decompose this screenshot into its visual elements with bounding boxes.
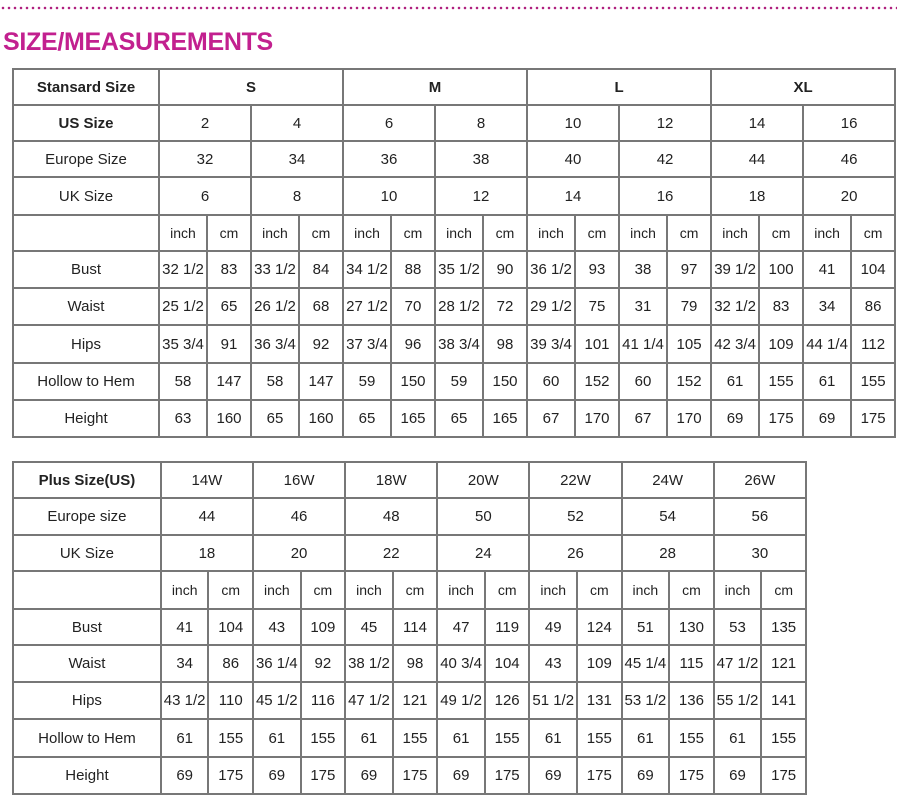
measurement-cell: 92 bbox=[299, 325, 343, 363]
standard-size-table bbox=[12, 68, 896, 438]
measurement-cell: 49 1/2 bbox=[437, 682, 485, 719]
table-row bbox=[13, 609, 806, 645]
measurement-cell: 92 bbox=[301, 645, 346, 682]
unit-header: cm bbox=[669, 571, 714, 609]
measurement-cell: 67 bbox=[619, 400, 667, 437]
size-cell: 44 bbox=[161, 498, 253, 535]
unit-header: inch bbox=[159, 215, 207, 251]
measurement-cell: 69 bbox=[161, 757, 209, 794]
measurement-cell: 61 bbox=[161, 719, 209, 757]
table-row bbox=[13, 400, 895, 437]
measurement-cell: 109 bbox=[759, 325, 803, 363]
measurement-cell: 155 bbox=[761, 719, 806, 757]
size-group-header: XL bbox=[711, 69, 895, 105]
measurement-cell: 114 bbox=[393, 609, 438, 645]
measurement-cell: 116 bbox=[301, 682, 346, 719]
size-group-header: L bbox=[527, 69, 711, 105]
measurement-cell: 65 bbox=[435, 400, 483, 437]
top-dotted-border bbox=[0, 6, 897, 10]
measurement-cell: 175 bbox=[851, 400, 895, 437]
measurement-cell: 91 bbox=[207, 325, 251, 363]
measurement-cell: 141 bbox=[761, 682, 806, 719]
measurement-cell: 160 bbox=[299, 400, 343, 437]
size-cell: 26 bbox=[529, 535, 621, 571]
measurement-cell: 35 3/4 bbox=[159, 325, 207, 363]
measurement-cell: 61 bbox=[803, 363, 851, 400]
measurement-cell: 69 bbox=[711, 400, 759, 437]
size-cell: 8 bbox=[435, 105, 527, 141]
measurement-cell: 170 bbox=[575, 400, 619, 437]
plus-size-header: 22W bbox=[529, 462, 621, 498]
measurement-cell: 26 1/2 bbox=[251, 288, 299, 325]
measurement-cell: 36 1/4 bbox=[253, 645, 301, 682]
measurement-cell: 165 bbox=[391, 400, 435, 437]
measurement-cell: 100 bbox=[759, 251, 803, 288]
measurement-cell: 35 1/2 bbox=[435, 251, 483, 288]
row-label: UK Size bbox=[13, 535, 161, 571]
measurement-cell: 61 bbox=[437, 719, 485, 757]
plus-size-header: 14W bbox=[161, 462, 253, 498]
measurement-cell: 27 1/2 bbox=[343, 288, 391, 325]
measurement-cell: 51 1/2 bbox=[529, 682, 577, 719]
size-cell: 20 bbox=[803, 177, 895, 215]
measurement-cell: 126 bbox=[485, 682, 530, 719]
measurement-cell: 28 1/2 bbox=[435, 288, 483, 325]
size-cell: 16 bbox=[803, 105, 895, 141]
measurement-cell: 69 bbox=[529, 757, 577, 794]
plus-size-header: 20W bbox=[437, 462, 529, 498]
measurement-cell: 29 1/2 bbox=[527, 288, 575, 325]
measurement-cell: 104 bbox=[485, 645, 530, 682]
measurement-cell: 175 bbox=[577, 757, 622, 794]
size-cell: 8 bbox=[251, 177, 343, 215]
measurement-cell: 69 bbox=[253, 757, 301, 794]
table-row bbox=[13, 105, 895, 141]
size-cell: 2 bbox=[159, 105, 251, 141]
header-label: Plus Size(US) bbox=[13, 462, 161, 498]
measurement-cell: 72 bbox=[483, 288, 527, 325]
measurement-cell: 155 bbox=[759, 363, 803, 400]
size-cell: 36 bbox=[343, 141, 435, 177]
measurement-cell: 150 bbox=[391, 363, 435, 400]
size-cell: 46 bbox=[803, 141, 895, 177]
measurement-cell: 37 3/4 bbox=[343, 325, 391, 363]
measurement-cell: 36 1/2 bbox=[527, 251, 575, 288]
measurement-cell: 96 bbox=[391, 325, 435, 363]
unit-header: inch bbox=[803, 215, 851, 251]
measurement-cell: 47 1/2 bbox=[714, 645, 762, 682]
unit-header: inch bbox=[161, 571, 209, 609]
measurement-cell: 65 bbox=[251, 400, 299, 437]
page-title: SIZE/MEASUREMENTS bbox=[3, 28, 273, 56]
measurement-cell: 41 1/4 bbox=[619, 325, 667, 363]
measurement-cell: 160 bbox=[207, 400, 251, 437]
size-cell: 34 bbox=[251, 141, 343, 177]
measurement-cell: 34 bbox=[803, 288, 851, 325]
measurement-cell: 97 bbox=[667, 251, 711, 288]
measurement-cell: 124 bbox=[577, 609, 622, 645]
measurement-cell: 98 bbox=[483, 325, 527, 363]
measurement-cell: 40 3/4 bbox=[437, 645, 485, 682]
measurement-cell: 135 bbox=[761, 609, 806, 645]
unit-header: inch bbox=[622, 571, 670, 609]
measurement-cell: 165 bbox=[483, 400, 527, 437]
size-cell: 10 bbox=[343, 177, 435, 215]
table-row bbox=[13, 288, 895, 325]
row-label: US Size bbox=[13, 105, 159, 141]
header-label: Stansard Size bbox=[13, 69, 159, 105]
measurement-cell: 110 bbox=[208, 682, 253, 719]
measurement-cell: 147 bbox=[207, 363, 251, 400]
measurement-cell: 109 bbox=[301, 609, 346, 645]
measurement-cell: 53 1/2 bbox=[622, 682, 670, 719]
measurement-cell: 175 bbox=[301, 757, 346, 794]
measurement-cell: 104 bbox=[851, 251, 895, 288]
measurement-cell: 25 1/2 bbox=[159, 288, 207, 325]
size-cell: 32 bbox=[159, 141, 251, 177]
table-row bbox=[13, 325, 895, 363]
measurement-cell: 61 bbox=[622, 719, 670, 757]
size-cell: 46 bbox=[253, 498, 345, 535]
measurement-cell: 42 3/4 bbox=[711, 325, 759, 363]
unit-header: cm bbox=[391, 215, 435, 251]
size-cell: 22 bbox=[345, 535, 437, 571]
size-cell: 12 bbox=[435, 177, 527, 215]
measurement-cell: 38 bbox=[619, 251, 667, 288]
row-label: Europe size bbox=[13, 498, 161, 535]
measurement-cell: 155 bbox=[208, 719, 253, 757]
size-cell: 14 bbox=[527, 177, 619, 215]
measurement-cell: 175 bbox=[669, 757, 714, 794]
size-cell: 12 bbox=[619, 105, 711, 141]
size-cell: 52 bbox=[529, 498, 621, 535]
measurement-cell: 90 bbox=[483, 251, 527, 288]
measurement-cell: 44 1/4 bbox=[803, 325, 851, 363]
measurement-cell: 51 bbox=[622, 609, 670, 645]
size-cell: 28 bbox=[622, 535, 714, 571]
measurement-cell: 136 bbox=[669, 682, 714, 719]
measurement-cell: 155 bbox=[485, 719, 530, 757]
measurement-cell: 36 3/4 bbox=[251, 325, 299, 363]
measurement-cell: 43 1/2 bbox=[161, 682, 209, 719]
measurement-cell: 53 bbox=[714, 609, 762, 645]
unit-header: inch bbox=[527, 215, 575, 251]
unit-header: inch bbox=[251, 215, 299, 251]
size-cell: 4 bbox=[251, 105, 343, 141]
unit-header: inch bbox=[435, 215, 483, 251]
measurement-cell: 61 bbox=[711, 363, 759, 400]
measurement-cell: 79 bbox=[667, 288, 711, 325]
table-row bbox=[13, 535, 806, 571]
size-cell: 10 bbox=[527, 105, 619, 141]
measurement-cell: 69 bbox=[803, 400, 851, 437]
size-cell: 20 bbox=[253, 535, 345, 571]
measurement-cell: 32 1/2 bbox=[159, 251, 207, 288]
measurement-label: Hips bbox=[13, 325, 159, 363]
size-cell: 48 bbox=[345, 498, 437, 535]
measurement-cell: 38 3/4 bbox=[435, 325, 483, 363]
measurement-cell: 47 1/2 bbox=[345, 682, 393, 719]
plus-size-header: 18W bbox=[345, 462, 437, 498]
unit-header: cm bbox=[207, 215, 251, 251]
size-cell: 44 bbox=[711, 141, 803, 177]
table-row bbox=[13, 682, 806, 719]
table-row bbox=[13, 645, 806, 682]
unit-header: cm bbox=[393, 571, 438, 609]
measurement-cell: 59 bbox=[343, 363, 391, 400]
unit-header: cm bbox=[759, 215, 803, 251]
row-label: UK Size bbox=[13, 177, 159, 215]
measurement-cell: 45 bbox=[345, 609, 393, 645]
table-row bbox=[13, 177, 895, 215]
measurement-label: Bust bbox=[13, 251, 159, 288]
measurement-cell: 152 bbox=[667, 363, 711, 400]
measurement-cell: 58 bbox=[159, 363, 207, 400]
plus-size-header: 16W bbox=[253, 462, 345, 498]
measurement-label: Waist bbox=[13, 288, 159, 325]
table-row bbox=[13, 69, 895, 105]
table-row bbox=[13, 571, 806, 609]
unit-header: cm bbox=[761, 571, 806, 609]
measurement-cell: 121 bbox=[761, 645, 806, 682]
measurement-cell: 70 bbox=[391, 288, 435, 325]
unit-header: inch bbox=[619, 215, 667, 251]
measurement-cell: 131 bbox=[577, 682, 622, 719]
measurement-cell: 39 3/4 bbox=[527, 325, 575, 363]
measurement-label: Hollow to Hem bbox=[13, 363, 159, 400]
measurement-cell: 86 bbox=[851, 288, 895, 325]
measurement-cell: 63 bbox=[159, 400, 207, 437]
measurement-cell: 39 1/2 bbox=[711, 251, 759, 288]
measurement-cell: 65 bbox=[343, 400, 391, 437]
measurement-cell: 152 bbox=[575, 363, 619, 400]
size-group-header: M bbox=[343, 69, 527, 105]
table-row bbox=[13, 719, 806, 757]
measurement-cell: 59 bbox=[435, 363, 483, 400]
unit-header: inch bbox=[253, 571, 301, 609]
measurement-cell: 32 1/2 bbox=[711, 288, 759, 325]
measurement-cell: 41 bbox=[161, 609, 209, 645]
measurement-cell: 33 1/2 bbox=[251, 251, 299, 288]
measurement-cell: 88 bbox=[391, 251, 435, 288]
measurement-label: Height bbox=[13, 757, 161, 794]
table-row bbox=[13, 757, 806, 794]
size-cell: 38 bbox=[435, 141, 527, 177]
measurement-cell: 41 bbox=[803, 251, 851, 288]
measurement-cell: 98 bbox=[393, 645, 438, 682]
measurement-cell: 155 bbox=[393, 719, 438, 757]
size-cell: 16 bbox=[619, 177, 711, 215]
unit-header: inch bbox=[437, 571, 485, 609]
table-row bbox=[13, 215, 895, 251]
measurement-cell: 175 bbox=[208, 757, 253, 794]
measurement-cell: 61 bbox=[253, 719, 301, 757]
measurement-label: Height bbox=[13, 400, 159, 437]
size-cell: 42 bbox=[619, 141, 711, 177]
unit-header: cm bbox=[301, 571, 346, 609]
measurement-cell: 65 bbox=[207, 288, 251, 325]
measurement-cell: 34 bbox=[161, 645, 209, 682]
measurement-cell: 155 bbox=[851, 363, 895, 400]
measurement-cell: 49 bbox=[529, 609, 577, 645]
measurement-cell: 47 bbox=[437, 609, 485, 645]
measurement-cell: 38 1/2 bbox=[345, 645, 393, 682]
measurement-cell: 60 bbox=[527, 363, 575, 400]
measurement-cell: 175 bbox=[761, 757, 806, 794]
measurement-cell: 61 bbox=[714, 719, 762, 757]
plus-size-table bbox=[12, 461, 807, 795]
row-label: Europe Size bbox=[13, 141, 159, 177]
measurement-cell: 93 bbox=[575, 251, 619, 288]
unit-header: cm bbox=[483, 215, 527, 251]
measurement-cell: 61 bbox=[345, 719, 393, 757]
measurement-cell: 105 bbox=[667, 325, 711, 363]
table-row bbox=[13, 462, 806, 498]
table-row bbox=[13, 498, 806, 535]
table-row bbox=[13, 363, 895, 400]
measurement-cell: 43 bbox=[529, 645, 577, 682]
measurement-cell: 121 bbox=[393, 682, 438, 719]
measurement-cell: 112 bbox=[851, 325, 895, 363]
measurement-cell: 55 1/2 bbox=[714, 682, 762, 719]
size-group-header: S bbox=[159, 69, 343, 105]
measurement-cell: 58 bbox=[251, 363, 299, 400]
measurement-cell: 83 bbox=[207, 251, 251, 288]
measurement-cell: 68 bbox=[299, 288, 343, 325]
measurement-cell: 60 bbox=[619, 363, 667, 400]
unit-header: cm bbox=[851, 215, 895, 251]
measurement-cell: 61 bbox=[529, 719, 577, 757]
table-row bbox=[13, 141, 895, 177]
unit-header: cm bbox=[208, 571, 253, 609]
measurement-label: Waist bbox=[13, 645, 161, 682]
measurement-cell: 67 bbox=[527, 400, 575, 437]
measurement-cell: 69 bbox=[345, 757, 393, 794]
unit-header: inch bbox=[529, 571, 577, 609]
measurement-cell: 45 1/2 bbox=[253, 682, 301, 719]
size-cell: 24 bbox=[437, 535, 529, 571]
measurement-cell: 34 1/2 bbox=[343, 251, 391, 288]
measurement-cell: 45 1/4 bbox=[622, 645, 670, 682]
measurement-cell: 69 bbox=[714, 757, 762, 794]
measurement-cell: 119 bbox=[485, 609, 530, 645]
unit-header: cm bbox=[577, 571, 622, 609]
unit-header: inch bbox=[711, 215, 759, 251]
plus-size-header: 26W bbox=[714, 462, 806, 498]
measurement-cell: 84 bbox=[299, 251, 343, 288]
unit-header: inch bbox=[714, 571, 762, 609]
size-cell: 6 bbox=[343, 105, 435, 141]
measurement-label: Bust bbox=[13, 609, 161, 645]
unit-header: cm bbox=[299, 215, 343, 251]
size-cell: 6 bbox=[159, 177, 251, 215]
unit-header: inch bbox=[343, 215, 391, 251]
measurement-cell: 69 bbox=[622, 757, 670, 794]
measurement-cell: 175 bbox=[393, 757, 438, 794]
measurement-cell: 83 bbox=[759, 288, 803, 325]
measurement-cell: 150 bbox=[483, 363, 527, 400]
measurement-cell: 101 bbox=[575, 325, 619, 363]
unit-header: cm bbox=[485, 571, 530, 609]
measurement-cell: 43 bbox=[253, 609, 301, 645]
measurement-cell: 170 bbox=[667, 400, 711, 437]
measurement-cell: 31 bbox=[619, 288, 667, 325]
measurement-cell: 155 bbox=[669, 719, 714, 757]
plus-size-header: 24W bbox=[622, 462, 714, 498]
size-cell: 56 bbox=[714, 498, 806, 535]
measurement-cell: 175 bbox=[485, 757, 530, 794]
measurement-label: Hips bbox=[13, 682, 161, 719]
measurement-cell: 175 bbox=[759, 400, 803, 437]
size-cell: 30 bbox=[714, 535, 806, 571]
unit-header: cm bbox=[575, 215, 619, 251]
size-cell: 50 bbox=[437, 498, 529, 535]
measurement-cell: 86 bbox=[208, 645, 253, 682]
size-cell: 18 bbox=[161, 535, 253, 571]
measurement-cell: 109 bbox=[577, 645, 622, 682]
blank-label-cell bbox=[13, 215, 159, 251]
measurement-cell: 104 bbox=[208, 609, 253, 645]
size-cell: 14 bbox=[711, 105, 803, 141]
measurement-cell: 155 bbox=[577, 719, 622, 757]
blank-area bbox=[808, 461, 897, 800]
unit-header: inch bbox=[345, 571, 393, 609]
measurement-cell: 75 bbox=[575, 288, 619, 325]
size-cell: 40 bbox=[527, 141, 619, 177]
measurement-cell: 155 bbox=[301, 719, 346, 757]
measurement-cell: 69 bbox=[437, 757, 485, 794]
unit-header: cm bbox=[667, 215, 711, 251]
measurement-cell: 115 bbox=[669, 645, 714, 682]
measurement-cell: 130 bbox=[669, 609, 714, 645]
blank-label-cell bbox=[13, 571, 161, 609]
size-cell: 54 bbox=[622, 498, 714, 535]
size-cell: 18 bbox=[711, 177, 803, 215]
measurement-cell: 147 bbox=[299, 363, 343, 400]
measurement-label: Hollow to Hem bbox=[13, 719, 161, 757]
table-row bbox=[13, 251, 895, 288]
